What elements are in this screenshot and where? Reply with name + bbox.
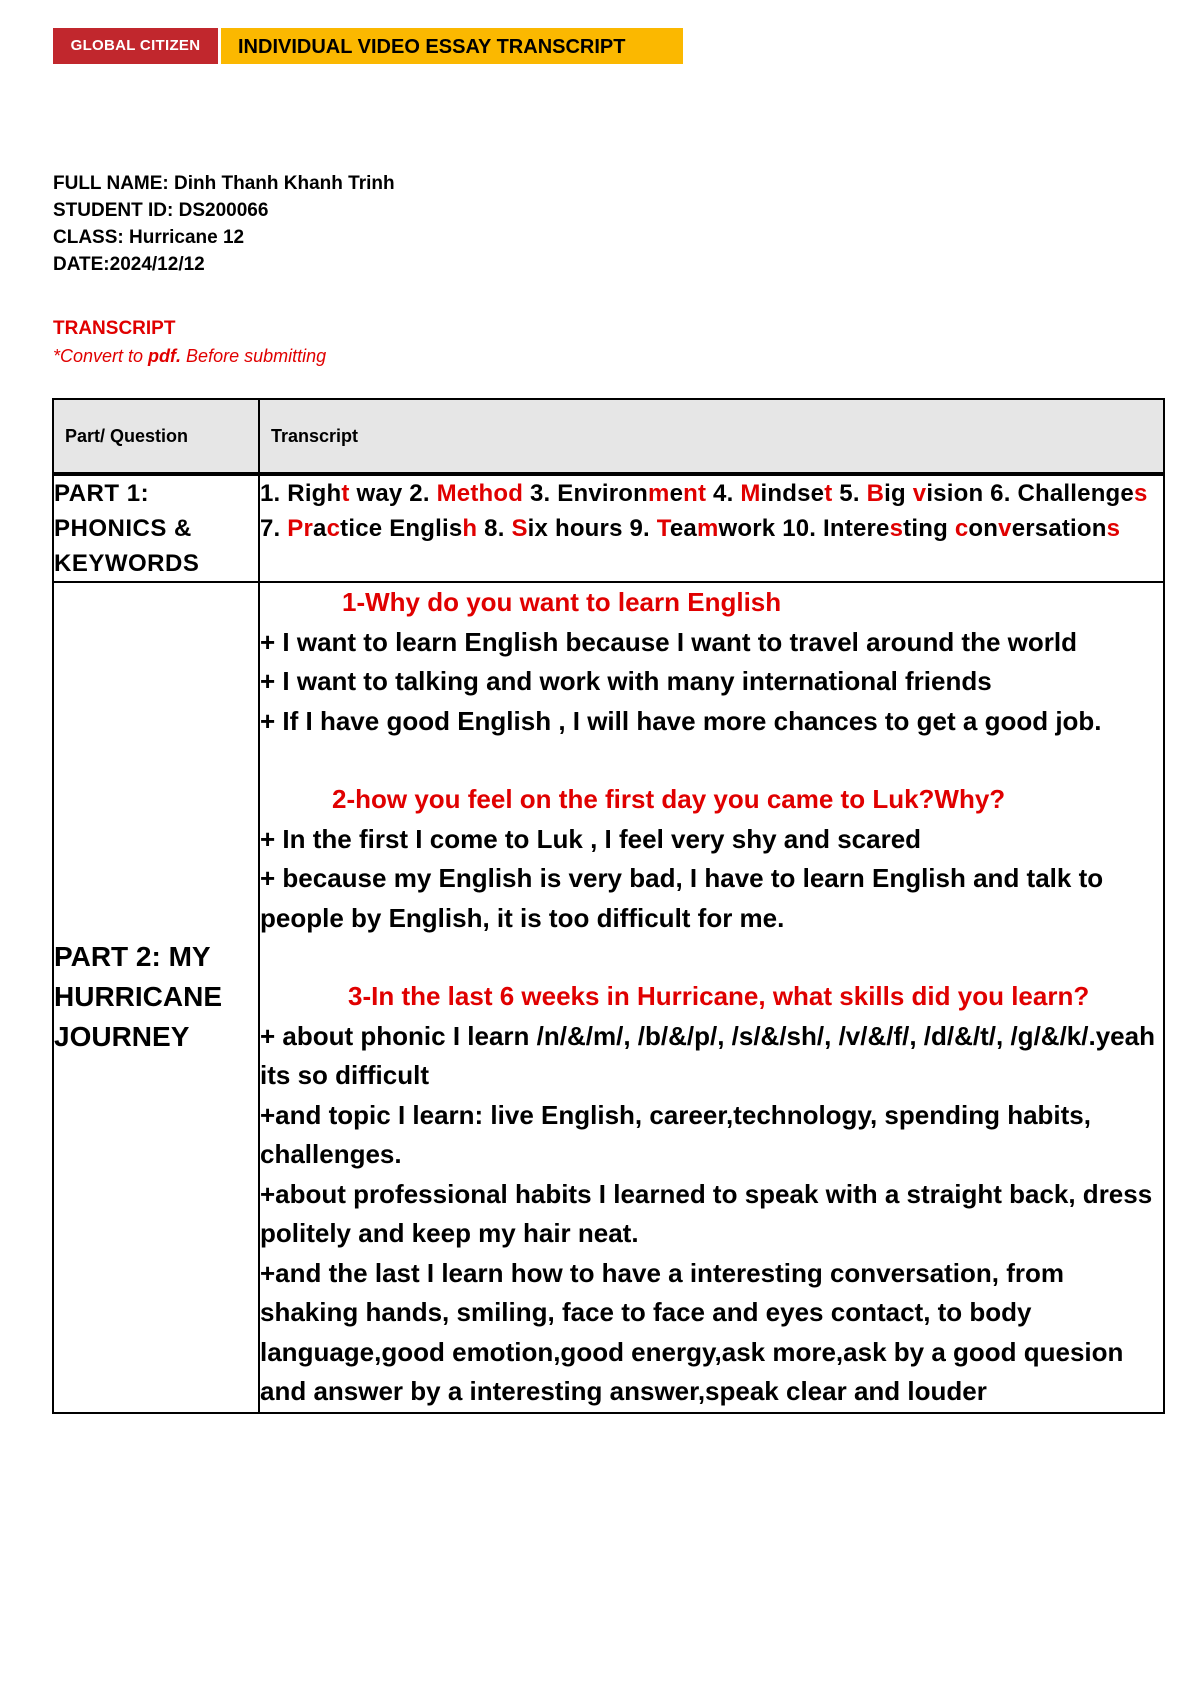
- q3-answer: +and the last I learn how to have a interesting conversation, from shaking hands, smiling, face to face and eyes contact, to body language,good emotion,good energy,ask more,ask by a good quesion and answer by a interesting answer,speak clear and louder: [260, 1257, 1124, 1406]
- question-2: 2-how you feel on the first day you came to Luk?Why?: [332, 784, 1006, 814]
- part1-label-line1: PART 1:: [54, 480, 150, 507]
- date: DATE:2024/12/12: [53, 254, 205, 275]
- header-transcript: [259, 399, 1164, 474]
- part2-label-line1: PART 2: MY: [54, 941, 211, 973]
- student-info: [53, 170, 395, 278]
- header-transcript-label: Transcript: [271, 425, 359, 446]
- header-part-question-label: Part/ Question: [65, 425, 189, 446]
- note-bold: pdf.: [148, 346, 182, 366]
- part2-transcript: [259, 582, 1164, 1413]
- table-header-row: [53, 399, 1164, 474]
- part2-label-line3: JOURNEY: [54, 1021, 190, 1053]
- q3-answer: +and topic I learn: live English, career,technology, spending habits, challenges.: [260, 1099, 1091, 1169]
- document-title: INDIVIDUAL VIDEO ESSAY TRANSCRIPT: [221, 28, 683, 64]
- q3-answer: +about professional habits I learned to speak with a straight back, dress politely and keep my hair neat.: [260, 1178, 1153, 1248]
- header-part-question: [53, 399, 259, 474]
- global-citizen-label: GLOBAL CITIZEN: [53, 28, 218, 64]
- q1-answer: + I want to talking and work with many international friends: [260, 666, 992, 696]
- class-name: CLASS: Hurricane 12: [53, 227, 245, 248]
- q1-answer: + I want to learn English because I want to travel around the world: [260, 626, 1077, 657]
- part1-label: [53, 474, 259, 582]
- table-row-part2: [53, 582, 1164, 1413]
- part1-label-line3: KEYWORDS: [54, 550, 200, 577]
- submission-note: [53, 346, 326, 367]
- q1-answer: + If I have good English , I will have more chances to get a good job.: [260, 705, 1102, 736]
- part1-keywords: 1. Right way 2. Method 3. Environment 4. Mindset 5. Big vision 6. Challenges 7. Practice English 8. Six hours 9. Teamwork 10. Interesting conversations: [260, 480, 1148, 542]
- header-banner: [53, 28, 683, 66]
- full-name: FULL NAME: Dinh Thanh Khanh Trinh: [53, 173, 395, 194]
- transcript-heading: TRANSCRIPT: [53, 318, 176, 339]
- question-3: 3-In the last 6 weeks in Hurricane, what skills did you learn?: [348, 981, 1090, 1011]
- part1-label-line2: PHONICS &: [54, 515, 192, 542]
- part2-label-line2: HURRICANE: [54, 981, 222, 1013]
- student-id: STUDENT ID: DS200066: [53, 200, 269, 221]
- question-1: 1-Why do you want to learn English: [342, 587, 782, 617]
- part2-label: [53, 582, 259, 1413]
- q2-answer: + In the first I come to Luk , I feel very shy and scared: [260, 823, 922, 854]
- q3-answer: + about phonic I learn /n/&/m/, /b/&/p/, /s/&/sh/, /v/&/f/, /d/&/t/, /g/&/k/.yeah its so difficult: [260, 1020, 1155, 1090]
- note-prefix: *Convert to: [53, 346, 149, 366]
- transcript-table: [52, 398, 1165, 1414]
- q2-answer: + because my English is very bad, I have to learn English and talk to people by English, it is too difficult for me.: [260, 863, 1104, 933]
- note-suffix: Before submitting: [181, 346, 327, 366]
- table-row-part1: [53, 474, 1164, 582]
- part1-keywords-cell: [259, 474, 1164, 582]
